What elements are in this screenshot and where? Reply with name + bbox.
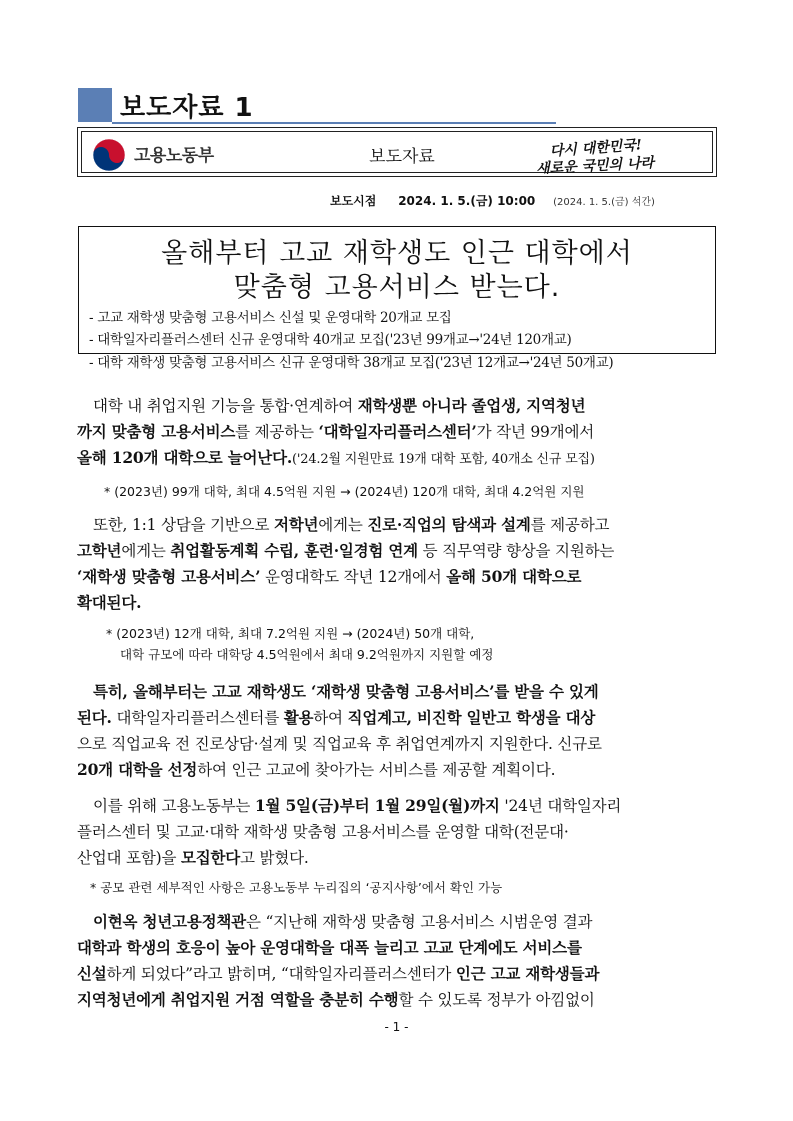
- headline-line-1: 올해부터 고교 재학생도 인근 대학에서: [161, 238, 633, 269]
- release-embargo: (2024. 1. 5.(금) 석간): [553, 197, 655, 208]
- page-number: - 1 -: [384, 1020, 409, 1034]
- subheadline-1: - 고교 재학생 맞춤형 고용서비스 신설 및 운영대학 20개교 모집: [89, 310, 452, 326]
- slogan-calligraphy: [532, 134, 702, 174]
- svg-text:다시 대한민국!: 다시 대한민국!: [549, 137, 643, 160]
- banner-center-title: 보도자료: [369, 147, 435, 167]
- taegeuk-logo-icon: [92, 138, 126, 172]
- release-datetime: 2024. 1. 5.(금) 10:00: [398, 194, 536, 208]
- release-time: [330, 192, 710, 209]
- paragraph-2: 또한, 1:1 상담을 기반으로 저학년에게는 진로·직업의 탐색과 설계를 제공하고 고학년에게는 취업활동계획 수립, 훈련·일경험 연계 등 직무역량 향상을 지원하는 ‘재학생 맞춤형 고용서비스’ 운영대학도 작년 12개에서 올해 50개 대학으로 확대된다.: [77, 515, 615, 612]
- header-color-block: [78, 88, 112, 122]
- paragraph-3: 특히, 올해부터는 고교 재학생도 ‘재학생 맞춤형 고용서비스’를 받을 수 있게 된다. 대학일자리플러스센터를 활용하여 직업계고, 비진학 일반고 학생을 대상 으로 직업교육 전 진로상담·설계 및 직업교육 후 취업연계까지 지원한다. 신규로 20개 대학을 선정하여 인근 고교에 찾아가는 서비스를 제공할 계획이다.: [77, 682, 602, 779]
- headline-line-2: 맞춤형 고용서비스 받는다.: [233, 272, 561, 303]
- ministry-name: 고용노동부: [134, 146, 214, 166]
- section-header: [78, 88, 478, 126]
- svg-text:새로운 국민의 나라: 새로운 국민의 나라: [535, 155, 655, 174]
- release-label: 보도시점: [330, 194, 377, 208]
- paragraph-1: 대학 내 취업지원 기능을 통합·연계하여 재학생뿐 아니라 졸업생, 지역청년 까지 맞춤형 고용서비스를 제공하는 ‘대학일자리플러스센터’가 작년 99개에서 올해 120개 대학으로 늘어난다.('24.2월 지원만료 19개 대학 포함, 40개소 신규 모집): [77, 396, 595, 467]
- footnote-2-line-1: * (2023년) 12개 대학, 최대 7.2억원 지원 → (2024년) 50개 대학,: [106, 626, 475, 641]
- banner-inner-frame: [81, 131, 713, 173]
- footnote-2-line-2: 대학 규모에 따라 대학당 4.5억원에서 최대 9.2억원까지 지원할 예정: [120, 647, 494, 662]
- footnote-3: * 공모 관련 세부적인 사항은 고용노동부 누리집의 ‘공지사항’에서 확인 가능: [90, 880, 503, 895]
- paragraph-5: 이현옥 청년고용정책관은 “지난해 재학생 맞춤형 고용서비스 시범운영 결과 대학과 학생의 호응이 높아 운영대학을 대폭 늘리고 고교 단계에도 서비스를 신설하게 되었다”라고 밝히며, “대학일자리플러스센터가 인근 고교 재학생들과 지역청년에게 취업지원 거점 역할을 충분히 수행할 수 있도록 정부가 아낌없이: [77, 912, 600, 1009]
- footnote-1: * (2023년) 99개 대학, 최대 4.5억원 지원 → (2024년) 120개 대학, 최대 4.2억원 지원: [104, 484, 585, 499]
- slogan-brush-icon: [532, 134, 702, 174]
- header-label-text: 보도자료 1: [120, 93, 254, 123]
- subheadline-3: - 대학 재학생 맞춤형 고용서비스 신규 운영대학 38개교 모집('23년 12개교→'24년 50개교): [89, 355, 614, 371]
- ministry-banner: [77, 127, 717, 177]
- paragraph-4: 이를 위해 고용노동부는 1월 5일(금)부터 1월 29일(월)까지 '24년 대학일자리 플러스센터 및 고교·대학 재학생 맞춤형 고용서비스를 운영할 대학(전문대· 산업대 포함)을 모집한다고 밝혔다.: [77, 796, 622, 867]
- headline-box: [78, 226, 716, 371]
- subheadline-2: - 대학일자리플러스센터 신규 운영대학 40개교 모집('23년 99개교→'24년 120개교): [89, 332, 572, 348]
